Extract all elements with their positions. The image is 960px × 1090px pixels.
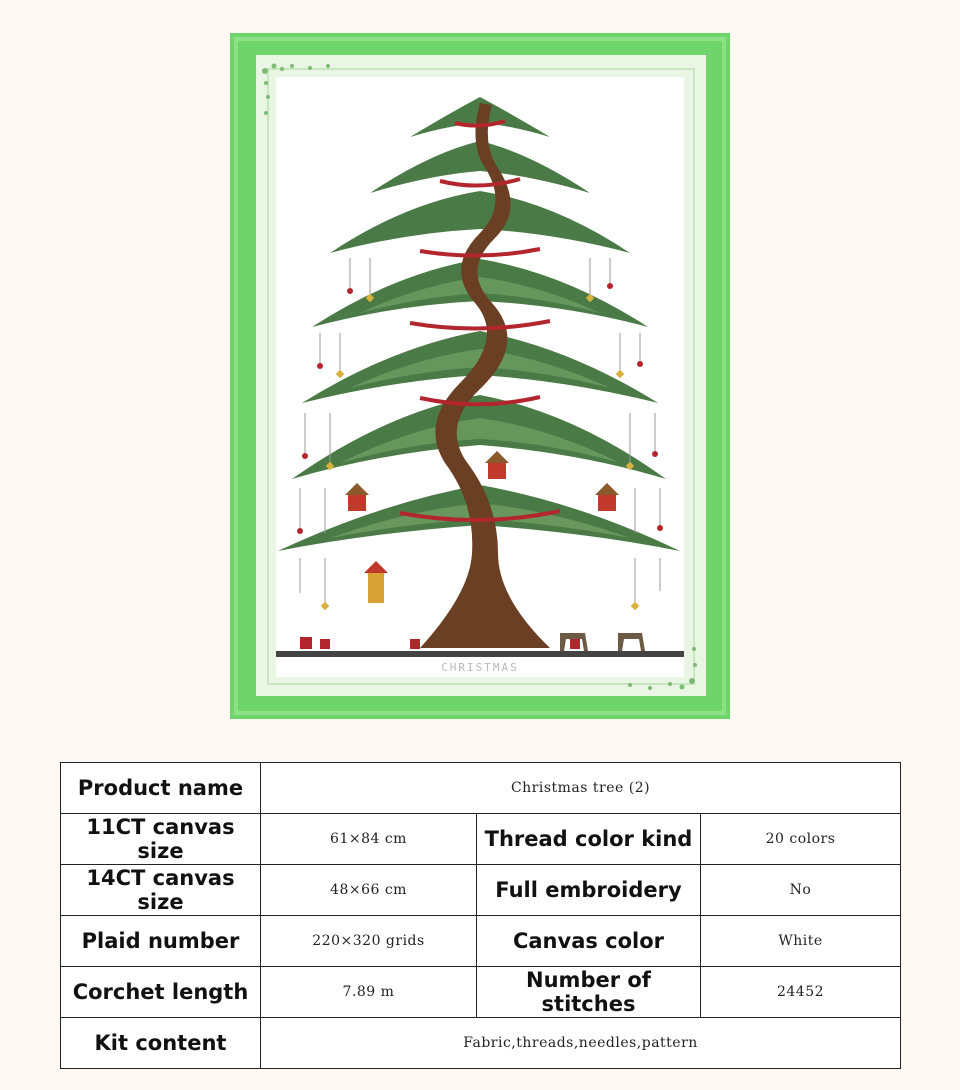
spec-value: 61×84 cm	[261, 814, 477, 865]
spec-row	[61, 865, 901, 916]
spec-value: Fabric,threads,needles,pattern	[261, 1018, 901, 1069]
spec-value: White	[701, 916, 901, 967]
spec-value: 24452	[701, 967, 901, 1018]
spec-label: Canvas color	[477, 916, 701, 967]
spec-label: Thread color kind	[477, 814, 701, 865]
spec-label: Full embroidery	[477, 865, 701, 916]
spec-label: Corchet length	[61, 967, 261, 1018]
spec-value: No	[701, 865, 901, 916]
product-image	[230, 33, 730, 719]
spec-label: Number of stitches	[477, 967, 701, 1018]
spec-row	[61, 916, 901, 967]
spec-row-kit-content	[61, 1018, 901, 1069]
spec-table	[60, 762, 901, 1069]
banner-text: CHRISTMAS	[441, 661, 519, 674]
spec-label: 11CT canvas size	[61, 814, 261, 865]
spec-label: Plaid number	[61, 916, 261, 967]
spec-label: Kit content	[61, 1018, 261, 1069]
spec-value: 7.89 m	[261, 967, 477, 1018]
spec-row-product-name	[61, 763, 901, 814]
spec-value: Christmas tree (2)	[261, 763, 901, 814]
spec-value: 220×320 grids	[261, 916, 477, 967]
spec-row	[61, 967, 901, 1018]
spec-value: 48×66 cm	[261, 865, 477, 916]
spec-row	[61, 814, 901, 865]
spec-label: 14CT canvas size	[61, 865, 261, 916]
spec-value: 20 colors	[701, 814, 901, 865]
spec-label: Product name	[61, 763, 261, 814]
